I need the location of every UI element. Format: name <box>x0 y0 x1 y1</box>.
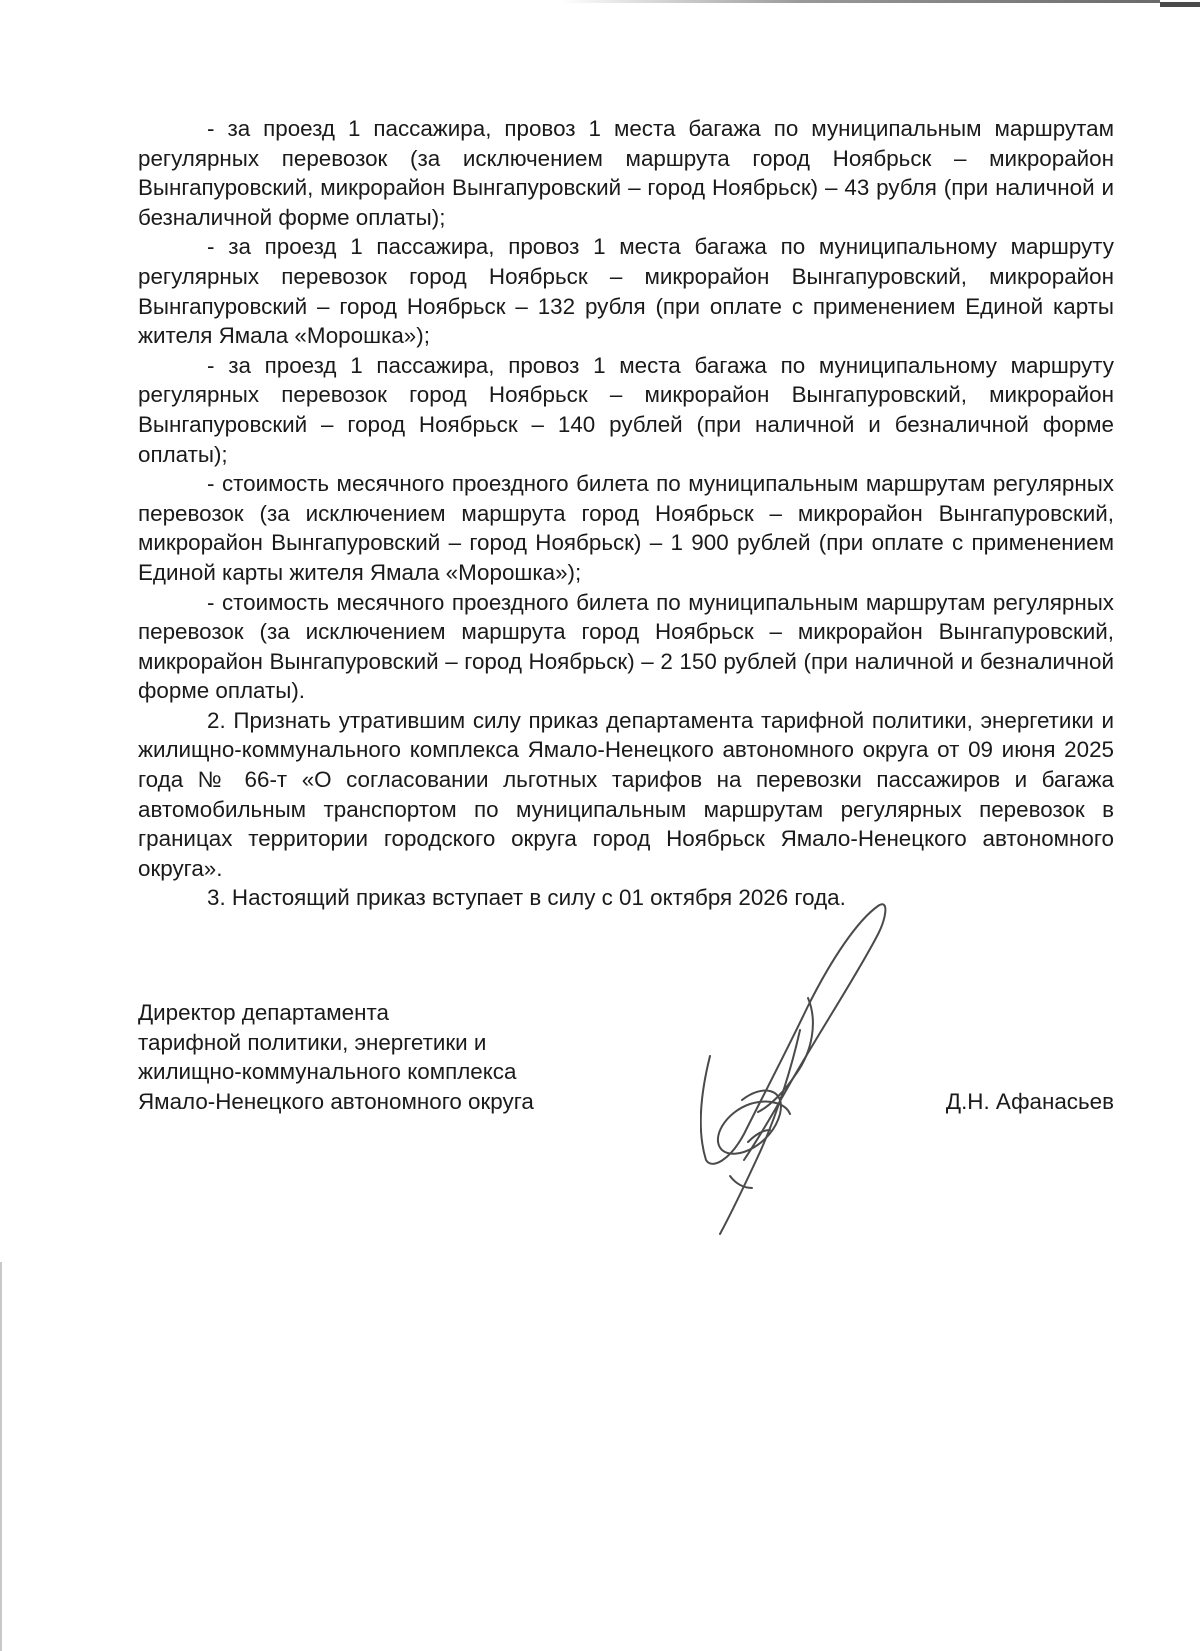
signatory-title-line: Директор департамента <box>138 1000 389 1025</box>
tariff-item-4: - стоимость месячного проездного билета по муниципальным маршрутам регулярных перевозок (за исключением маршрута город Ноябрьск – микрорайон Вынгапуровский, микрорайон Вынгапуровский – город Ноябрьск) – 1 900 рублей (при оплате с применением Единой карты жителя Ямала «Морошка»); <box>138 471 1114 585</box>
tariff-item-2: - за проезд 1 пассажира, провоз 1 места багажа по муниципальному маршруту регулярных перевозок город Ноябрьск – микрорайон Вынгапуровский, микрорайон Вынгапуровский – город Ноябрьск – 132 рубля (при оплате с применением Единой карты жителя Ямала «Морошка»); <box>138 234 1114 349</box>
scan-edge-left <box>0 1262 2 1651</box>
signatory-title-line: Ямало-Ненецкого автономного округа <box>138 1088 534 1114</box>
tariff-item-5: - стоимость месячного проездного билета по муниципальным маршрутам регулярных перевозок (за исключением маршрута город Ноябрьск – микрорайон Вынгапуровский, микрорайон Вынгапуровский – город Ноябрьск) – 2 150 рублей (при наличной и безналичной форме оплаты). <box>138 589 1114 704</box>
handwritten-signature <box>700 898 960 1258</box>
signatory-title <box>138 998 698 1116</box>
clause-2: 2. Признать утратившим силу приказ департамента тарифной политики, энергетики и жилищно-коммунального комплекса Ямало-Ненецкого автономного округа от 09 июня 2025 года № 66-т «О согласовании льготных тарифов на перевозки пассажиров и багажа автомобильным транспортом по муниципальным маршрутам регулярных перевозок в границах территории городского округа город Ноябрьск Ямало-Ненецкого автономного округа». <box>138 707 1114 881</box>
tariff-item-3: - за проезд 1 пассажира, провоз 1 места багажа по муниципальному маршруту регулярных перевозок город Ноябрьск – микрорайон Вынгапуровский, микрорайон Вынгапуровский – город Ноябрьск – 140 рублей (при наличной и безналичной форме оплаты); <box>138 352 1114 467</box>
clause-3: 3. Настоящий приказ вступает в силу с 01 октября 2026 года. <box>207 885 846 911</box>
signatory-name: Д.Н. Афанасьев <box>945 1088 1114 1114</box>
tariff-item-1: - за проезд 1 пассажира, провоз 1 места багажа по муниципальным маршрутам регулярных перевозок (за исключением маршрута город Ноябрьск – микрорайон Вынгапуровский, микрорайон Вынгапуровский – город Ноябрьск) – 43 рубля (при наличной и безналичной форме оплаты); <box>138 116 1114 230</box>
signature-block <box>138 998 1114 1258</box>
signatory-title-line: жилищно-коммунального комплекса <box>138 1059 517 1085</box>
scan-edge-corner <box>1160 2 1200 7</box>
document-body <box>138 114 1114 913</box>
scan-edge-top <box>560 0 1160 3</box>
signatory-title-line: тарифной политики, энергетики и <box>138 1029 487 1055</box>
